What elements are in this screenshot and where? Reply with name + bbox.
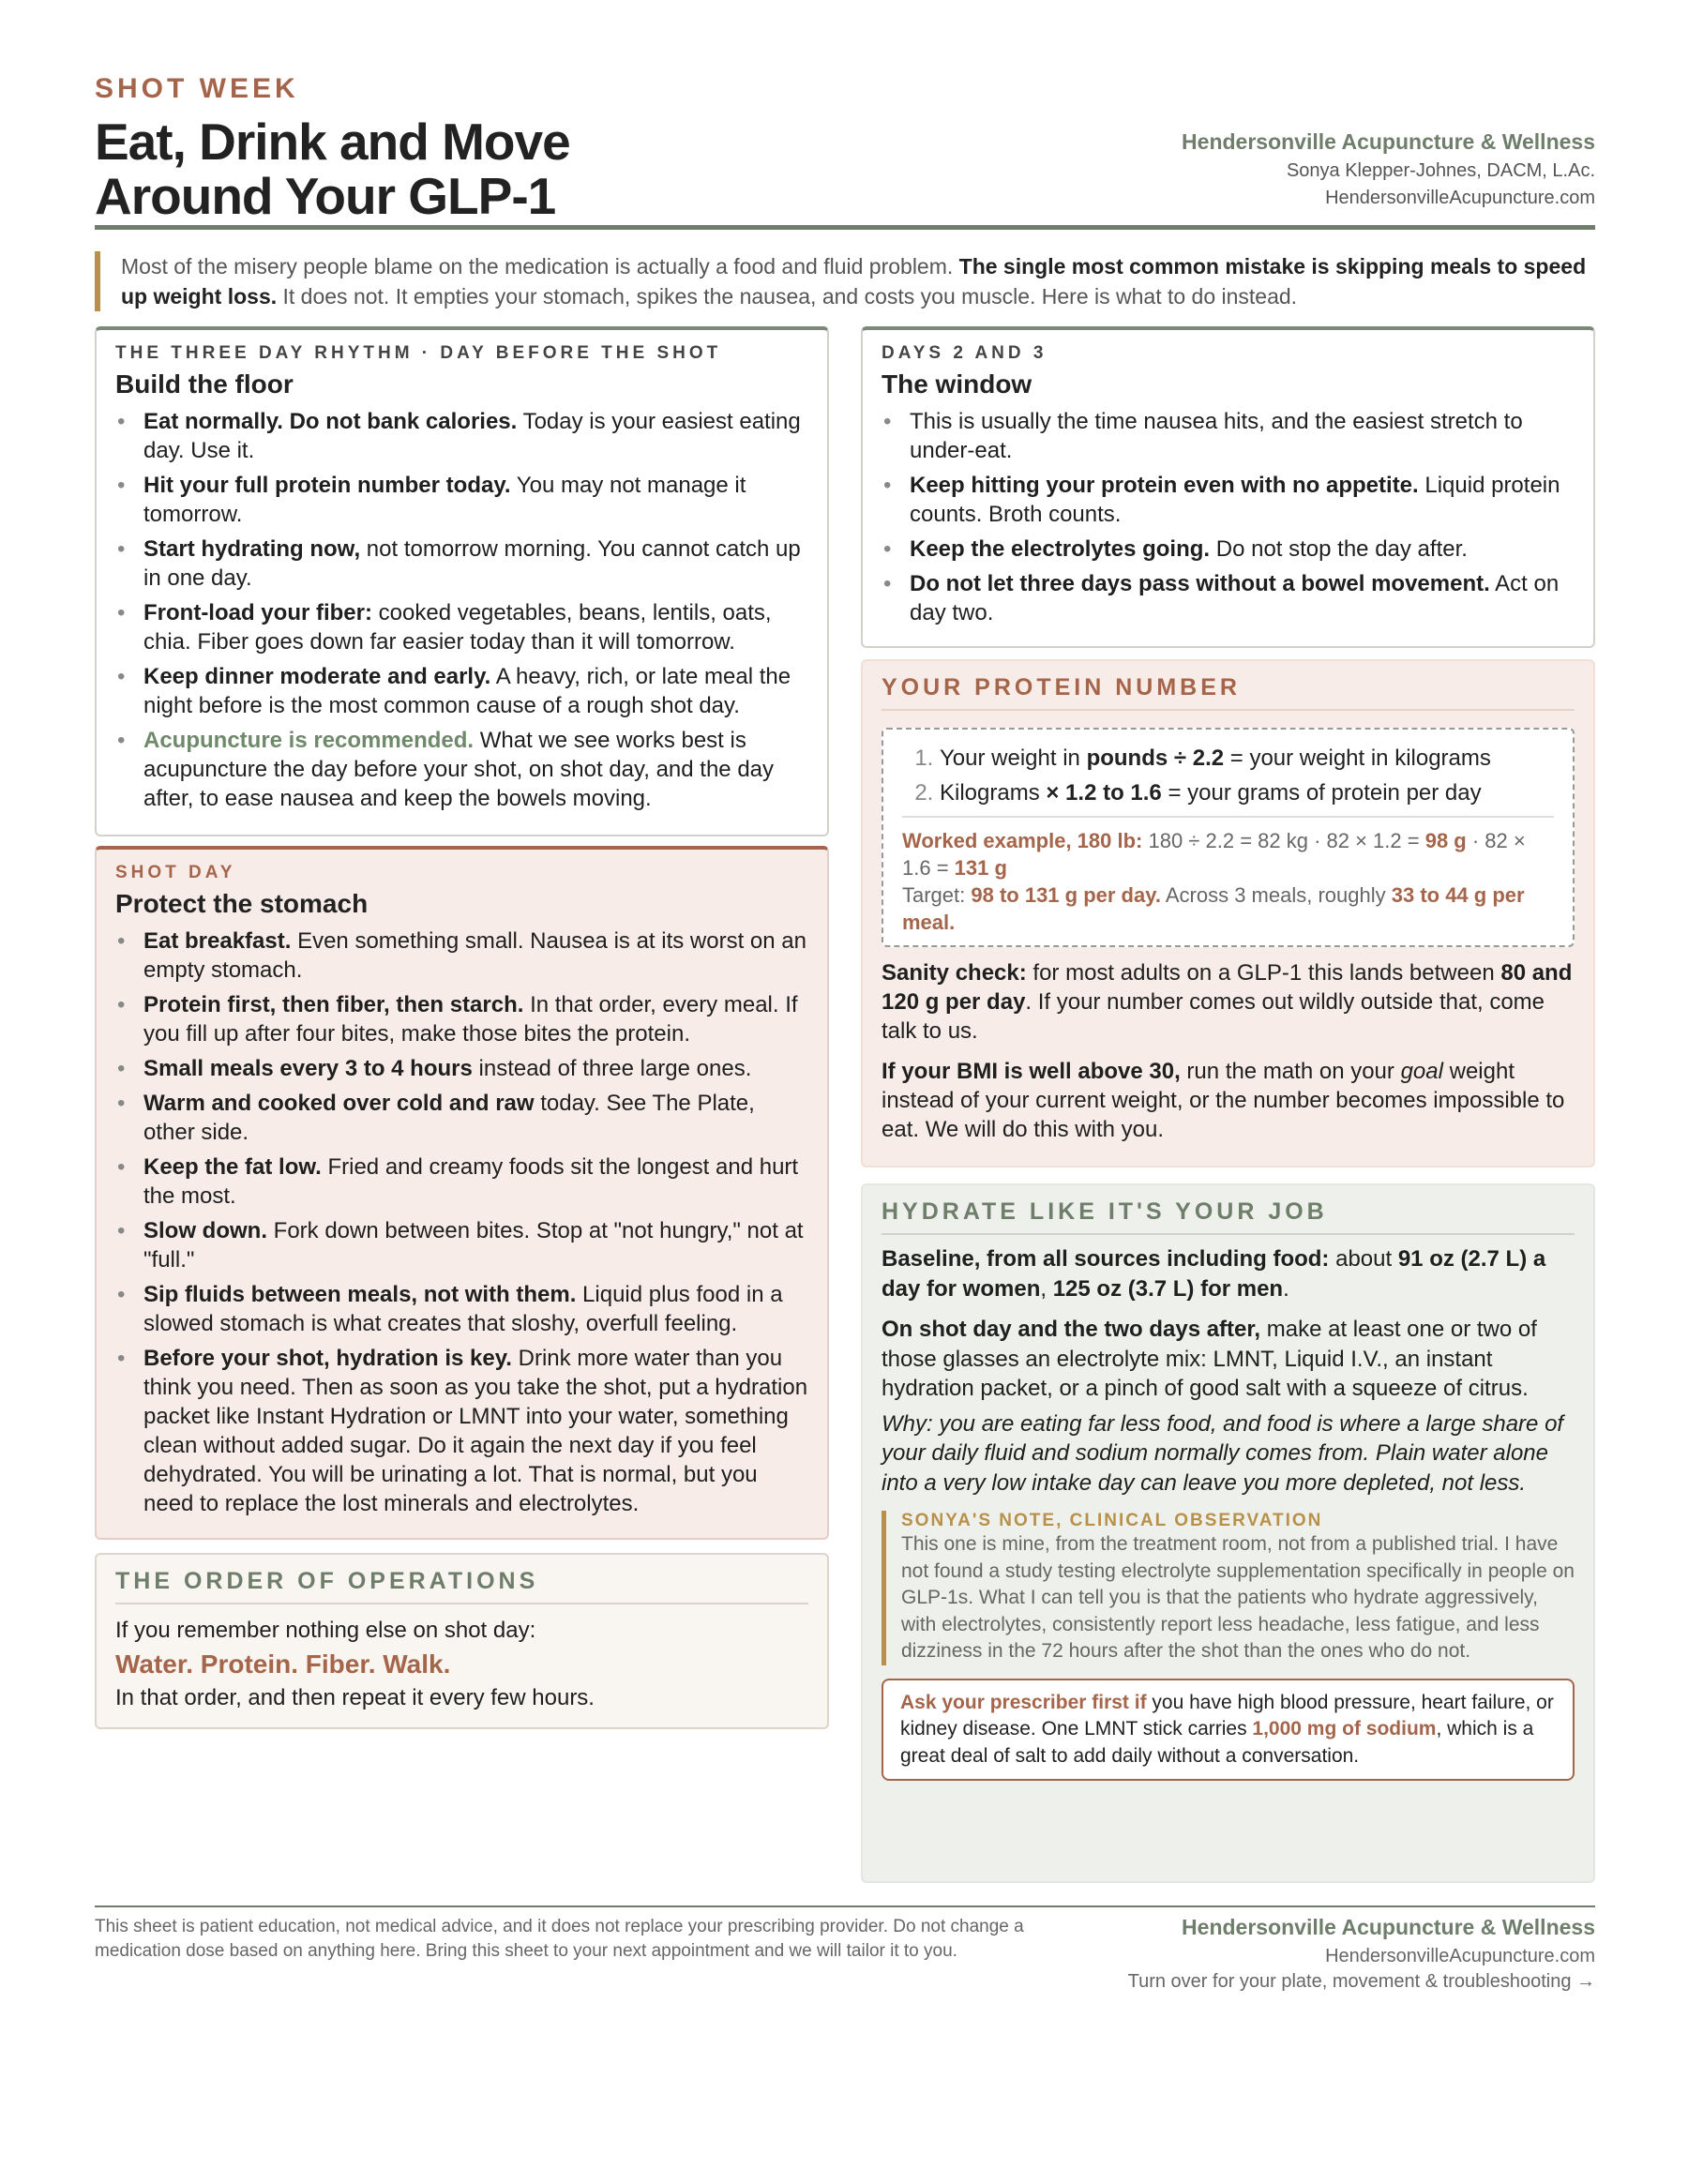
practitioner: Sonya Klepper-Johnes, DACM, L.Ac. bbox=[1286, 160, 1595, 181]
formula-steps bbox=[902, 741, 1554, 810]
turn-over-note: Turn over for your plate, movement & troubleshooting → bbox=[1127, 1971, 1595, 1992]
list-item: • Keep dinner moderate and early. A heavy, rich, or late meal the night before is the most common cause of a rough shot day. bbox=[115, 662, 808, 720]
list-item: • Start hydrating now, not tomorrow morning. You cannot catch up in one day. bbox=[115, 535, 808, 593]
protein-target: Target: 98 to 131 g per day. Across 3 meals, roughly 33 to 44 g per meal. bbox=[902, 883, 1525, 934]
title-line-1: Eat, Drink and Move bbox=[95, 113, 570, 171]
list-item: • Keep the electrolytes going. Do not stop the day after. bbox=[882, 535, 1575, 564]
list-item: • Acupuncture is recommended. What we see works best is acupuncture the day before your shot, on shot day, and the day after, to ease nausea and keep the bowels moving. bbox=[115, 726, 808, 813]
header-rule bbox=[95, 225, 1595, 230]
section-label: HYDRATE LIKE IT'S YOUR JOB bbox=[882, 1198, 1575, 1235]
clinic-info bbox=[1182, 129, 1595, 209]
footer-clinic-info bbox=[1128, 1915, 1595, 1993]
footer-website: HendersonvilleAcupuncture.com bbox=[1325, 1946, 1595, 1966]
prescriber-warning: Ask your prescriber first if you have high blood pressure, heart failure, or kidney disease. One LMNT stick carries 1,000 mg of sodium, which is a great deal of salt to add daily without a conversation. bbox=[882, 1679, 1575, 1782]
kicker: SHOT WEEK bbox=[95, 73, 299, 104]
list-item: • Warm and cooked over cold and raw today. See The Plate, other side. bbox=[115, 1089, 808, 1147]
list-item: • Protein first, then fiber, then starch. In that order, every meal. If you fill up after four bites, make those bites the protein. bbox=[115, 990, 808, 1048]
list-item: • This is usually the time nausea hits, and the easiest stretch to under-eat. bbox=[882, 407, 1575, 465]
days-2-3-card bbox=[861, 326, 1595, 648]
day-before-card bbox=[95, 326, 829, 836]
order-line-2: In that order, and then repeat it every few hours. bbox=[115, 1685, 595, 1710]
protein-number-card bbox=[861, 659, 1595, 1167]
section-label: YOUR PROTEIN NUMBER bbox=[882, 674, 1575, 711]
section-title: Protect the stomach bbox=[115, 889, 369, 918]
intro-lead: Most of the misery people blame on the medication is actually a food and fluid problem. bbox=[121, 254, 959, 279]
clinic-name: Hendersonville Acupuncture & Wellness bbox=[1182, 129, 1595, 154]
list-item: • Eat breakfast. Even something small. Nausea is at its worst on an empty stomach. bbox=[115, 926, 808, 985]
note-label: SONYA'S NOTE, CLINICAL OBSERVATION bbox=[901, 1511, 1323, 1530]
list-item: • Sip fluids between meals, not with them. Liquid plus food in a slowed stomach is what creates that sloshy, overfull feeling. bbox=[115, 1280, 808, 1338]
intro-tail: It does not. It empties your stomach, spikes the nausea, and costs you muscle. Here is what to do instead. bbox=[277, 284, 1298, 309]
section-title: Build the floor bbox=[115, 369, 294, 399]
bmi-note: If your BMI is well above 30, run the math on your goal weight instead of your current weight, or the number becomes impossible to eat. We will do this with you. bbox=[882, 1059, 1565, 1142]
footer-rule bbox=[95, 1905, 1595, 1907]
hydrate-card bbox=[861, 1183, 1595, 1883]
website: HendersonvilleAcupuncture.com bbox=[1325, 188, 1595, 208]
title-line-2: Around Your GLP-1 bbox=[95, 167, 556, 225]
hydrate-shot-day: On shot day and the two days after, make at least one or two of those glasses an electrolyte mix: LMNT, Liquid I.V., an instant hydration packet, or a pinch of good salt with a squeeze of citrus. bbox=[882, 1317, 1537, 1401]
order-of-operations-card bbox=[95, 1553, 829, 1729]
list-item: • Hit your full protein number today. You may not manage it tomorrow. bbox=[115, 471, 808, 529]
divider bbox=[902, 816, 1554, 818]
bullet-list bbox=[882, 407, 1575, 627]
shot-day-card bbox=[95, 846, 829, 1540]
section-label: THE THREE DAY RHYTHM · DAY BEFORE THE SHOT bbox=[115, 343, 722, 363]
section-label: THE ORDER OF OPERATIONS bbox=[115, 1568, 808, 1604]
intro-bold: The single most common mistake is skipping meals to speed up weight loss. bbox=[121, 254, 1587, 309]
protein-formula-box bbox=[882, 728, 1575, 947]
list-item: • Do not let three days pass without a bowel movement. Act on day two. bbox=[882, 569, 1575, 627]
sanity-check: Sanity check: for most adults on a GLP-1 this lands between 80 and 120 g per day. If your number comes out wildly outside that, come talk to us. bbox=[882, 960, 1573, 1044]
formula-step: 2. Kilograms × 1.2 to 1.6 = your grams of protein per day bbox=[940, 776, 1554, 810]
hydrate-why: Why: you are eating far less food, and food is where a large share of your daily fluid and sodium normally comes from. Plain water alone into a very low intake day can leave you more depleted, not less. bbox=[882, 1410, 1564, 1496]
intro-callout bbox=[95, 251, 1603, 311]
clinical-note bbox=[882, 1511, 1575, 1665]
section-label: SHOT DAY bbox=[115, 863, 236, 882]
list-item: • Slow down. Fork down between bites. Stop at "not hungry," not at "full." bbox=[115, 1216, 808, 1274]
footer-clinic-name: Hendersonville Acupuncture & Wellness bbox=[1182, 1915, 1595, 1939]
hydrate-baseline: Baseline, from all sources including food: about 91 oz (2.7 L) a day for women, 125 oz (3.7 L) for men. bbox=[882, 1246, 1546, 1302]
worked-example: Worked example, 180 lb: 180 ÷ 2.2 = 82 kg · 82 × 1.2 = 98 g · 82 × 1.6 = 131 g bbox=[902, 829, 1526, 880]
order-line-1: If you remember nothing else on shot day: bbox=[115, 1618, 536, 1643]
order-highlight: Water. Protein. Fiber. Walk. bbox=[115, 1649, 451, 1679]
bullet-list bbox=[115, 407, 808, 813]
header bbox=[95, 73, 1595, 223]
list-item: • Eat normally. Do not bank calories. Today is your easiest eating day. Use it. bbox=[115, 407, 808, 465]
section-title: The window bbox=[882, 369, 1032, 399]
formula-step: 1. Your weight in pounds ÷ 2.2 = your weight in kilograms bbox=[940, 741, 1554, 776]
list-item: • Front-load your fiber: cooked vegetables, beans, lentils, oats, chia. Fiber goes down far easier today than it will tomorrow. bbox=[115, 598, 808, 656]
bullet-list bbox=[115, 926, 808, 1518]
list-item: • Keep the fat low. Fried and creamy foods sit the longest and hurt the most. bbox=[115, 1152, 808, 1211]
list-item: • Keep hitting your protein even with no appetite. Liquid protein counts. Broth counts. bbox=[882, 471, 1575, 529]
note-text: This one is mine, from the treatment room, not from a published trial. I have not found a study testing electrolyte supplementation specifically in people on GLP-1s. What I can tell you is that the patients who hydrate aggressively, with electrolytes, consistently report less headache, less fatigue, and less dizziness in the 72 hours after the shot than the ones who do not. bbox=[901, 1533, 1575, 1662]
section-label: DAYS 2 AND 3 bbox=[882, 343, 1047, 363]
list-item: • Before your shot, hydration is key. Drink more water than you think you need. Then as soon as you take the shot, put a hydration packet like Instant Hydration or LMNT into your water, something clean without added sugar. Do it again the next day if you feel dehydrated. You will be urinating a lot. That is normal, but you need to replace the lost minerals and electrolytes. bbox=[115, 1344, 808, 1518]
disclaimer: This sheet is patient education, not medical advice, and it does not replace your prescribing provider. Do not change a medication dose based on anything here. Bring this sheet to your next appointment and we will tailor it to you. bbox=[95, 1917, 1024, 1961]
list-item: • Small meals every 3 to 4 hours instead of three large ones. bbox=[115, 1054, 808, 1083]
